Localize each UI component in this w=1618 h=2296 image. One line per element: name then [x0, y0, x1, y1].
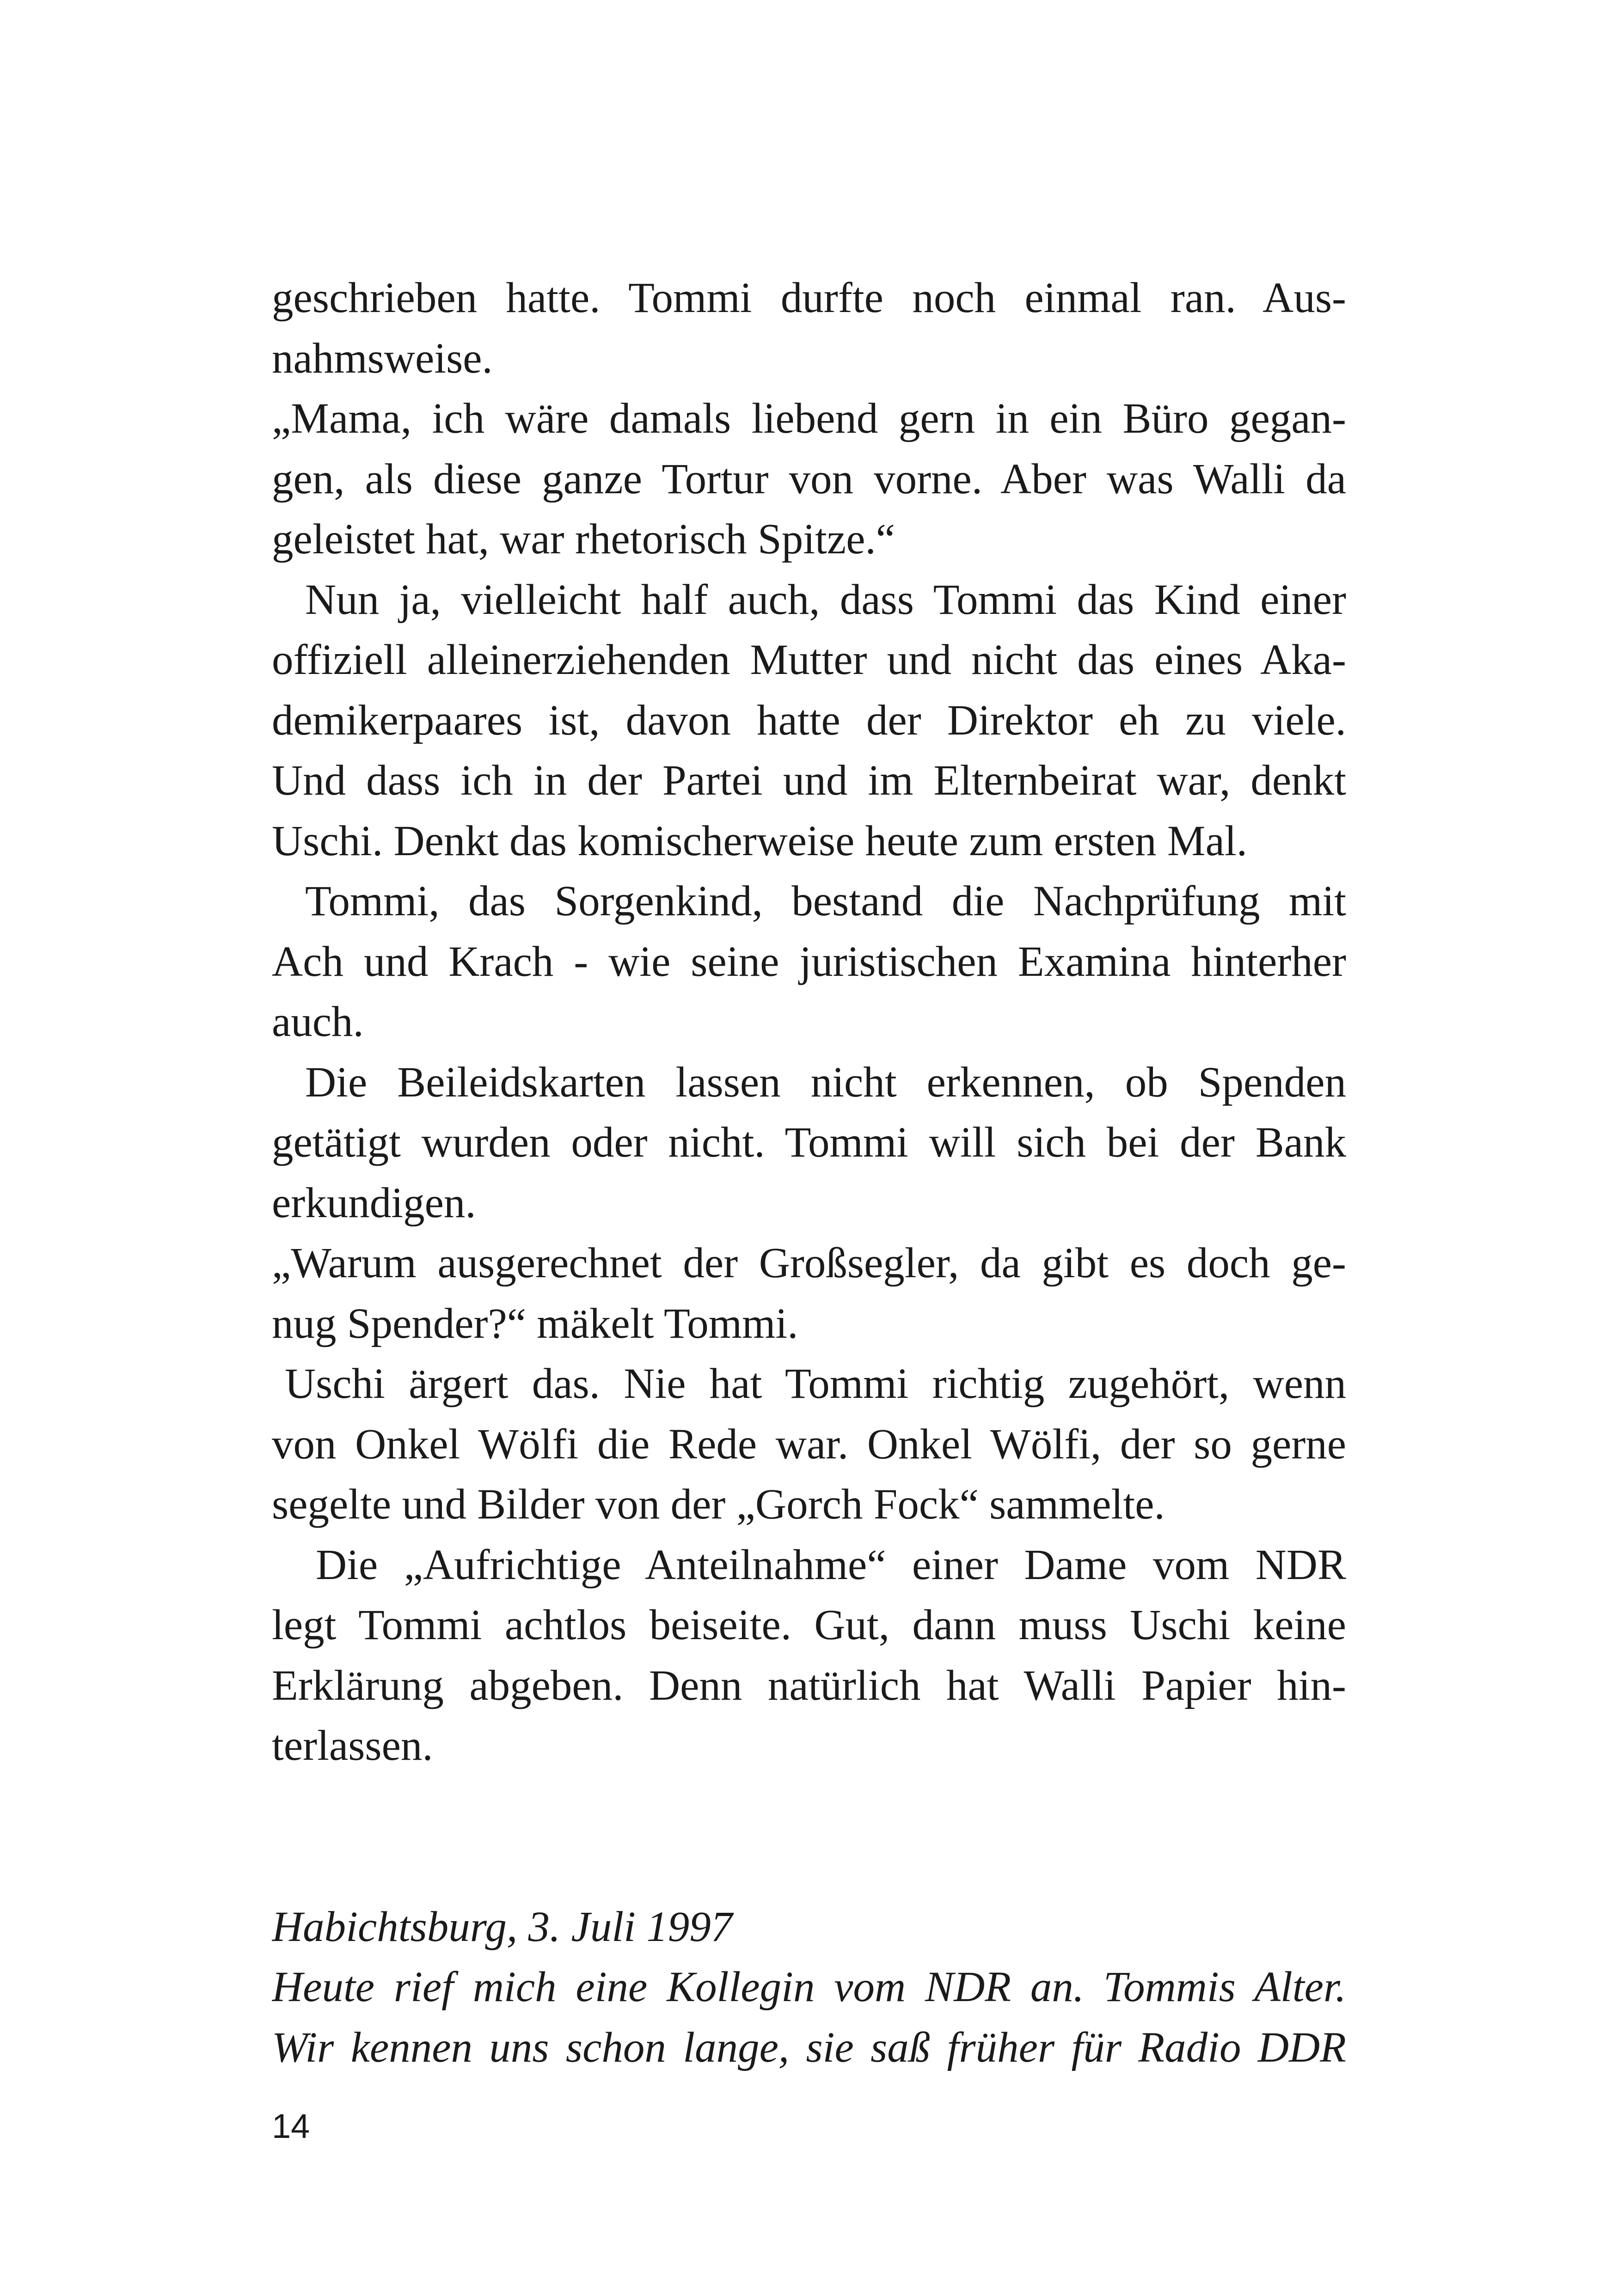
diary-line: Wir kennen uns schon lange, sie saß früher für Radio DDR — [272, 2023, 1346, 2071]
text-line: Die Beileidskarten lassen nicht erkennen, ob Spenden — [305, 1058, 1346, 1106]
text-line: segelte und Bilder von der „Gorch Fock“ sammelte. — [272, 1481, 1165, 1528]
text-line: auch. — [272, 998, 364, 1046]
text-line: legt Tommi achtlos beiseite. Gut, dann muss Uschi keine — [272, 1601, 1346, 1649]
text-line: terlassen. — [272, 1722, 433, 1769]
page-number: 14 — [272, 2107, 310, 2145]
text-line: Erklärung abgeben. Denn natürlich hat Walli Papier hin- — [272, 1661, 1346, 1709]
text-line: „Warum ausgerechnet der Großsegler, da gibt es doch ge- — [272, 1239, 1346, 1287]
text-line: geschrieben hatte. Tommi durfte noch einmal ran. Aus- — [272, 274, 1346, 322]
text-line: Die „Aufrichtige Anteilnahme“ einer Dame vom NDR — [316, 1541, 1346, 1589]
section-gap — [272, 1776, 1346, 1897]
text-line: demikerpaares ist, davon hatte der Direktor eh zu viele. — [272, 696, 1346, 744]
diary-heading: Habichtsburg, 3. Juli 1997 — [272, 1903, 733, 1951]
text-line: Und dass ich in der Partei und im Elternbeirat war, denkt — [272, 757, 1346, 804]
text-line: offiziell alleinerziehenden Mutter und nicht das eines Aka- — [272, 636, 1346, 684]
text-line: nahmsweise. — [272, 334, 493, 382]
text-line: geleistet hat, war rhetorisch Spitze.“ — [272, 515, 895, 563]
diary-line: Heute rief mich eine Kollegin vom NDR an. Tommis Alter. — [272, 1963, 1346, 2011]
text-line: Uschi ärgert das. Nie hat Tommi richtig zugehört, wenn — [285, 1360, 1346, 1408]
text-line: Ach und Krach - wie seine juristischen Examina hinterher — [272, 937, 1346, 986]
page-body-text — [272, 268, 1346, 2078]
text-line: getätigt wurden oder nicht. Tommi will sich bei der Bank — [272, 1119, 1346, 1166]
text-line: erkundigen. — [272, 1179, 476, 1227]
text-line: Nun ja, vielleicht half auch, dass Tommi das Kind einer — [305, 576, 1346, 624]
text-line: gen, als diese ganze Tortur von vorne. Aber was Walli da — [272, 455, 1346, 503]
text-line: von Onkel Wölfi die Rede war. Onkel Wölfi, der so gerne — [272, 1420, 1346, 1468]
text-line: „Mama, ich wäre damals liebend gern in ein Büro gegan- — [272, 395, 1346, 442]
text-line: Tommi, das Sorgenkind, bestand die Nachprüfung mit — [305, 877, 1346, 925]
text-line: nug Spender?“ mäkelt Tommi. — [272, 1299, 798, 1347]
text-line: Uschi. Denkt das komischerweise heute zum ersten Mal. — [272, 817, 1247, 865]
